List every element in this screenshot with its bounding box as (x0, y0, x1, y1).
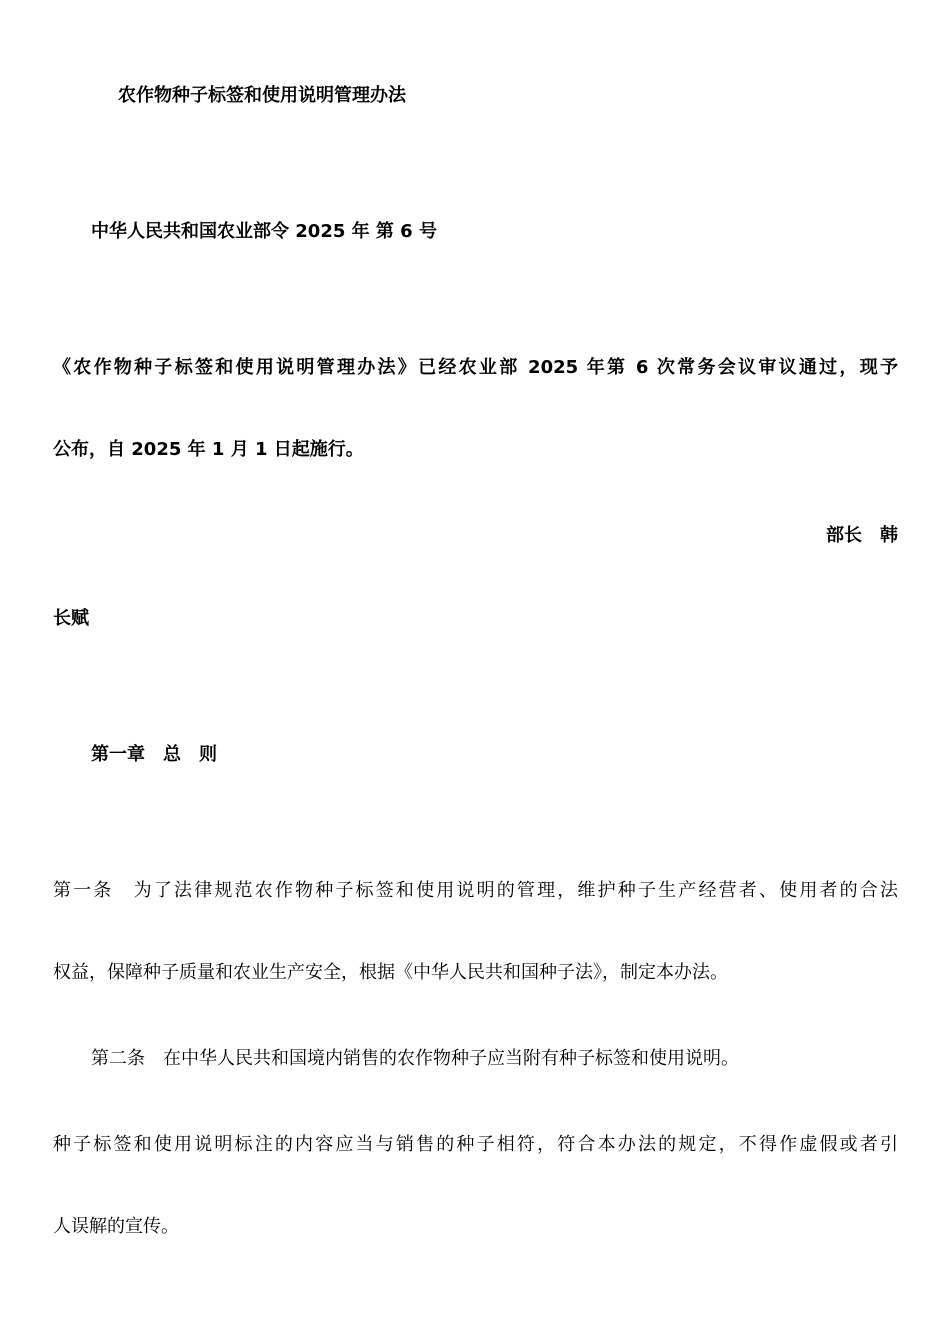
article-2-paragraph-2-line-2: 人误解的宣传。 (53, 1216, 179, 1237)
article-2-paragraph-2-line-1: 种子标签和使用说明标注的内容应当与销售的种子相符，符合本办法的规定，不得作虚假或者引 (53, 1134, 898, 1155)
article-1-line-2: 权益，保障种子质量和农业生产安全，根据《中华人民共和国种子法》，制定本办法。 (53, 962, 728, 983)
order-number: 中华人民共和国农业部令 2025 年 第 6 号 (91, 221, 437, 242)
signature-name: 长赋 (53, 608, 89, 629)
promulgation-line-1: 《农作物种子标签和使用说明管理办法》已经农业部 2025 年第 6 次常务会议审议通过，现予 (53, 357, 898, 378)
chapter-heading: 第一章 总 则 (91, 744, 217, 765)
promulgation-line-2: 公布，自 2025 年 1 月 1 日起施行。 (53, 439, 364, 460)
signature-minister: 部长 韩 (826, 525, 898, 546)
article-1-line-1: 第一条 为了法律规范农作物种子标签和使用说明的管理，维护种子生产经营者、使用者的合法 (53, 880, 898, 901)
article-2-line-1: 第二条 在中华人民共和国境内销售的农作物种子应当附有种子标签和使用说明。 (91, 1048, 739, 1069)
document-title: 农作物种子标签和使用说明管理办法 (118, 85, 406, 106)
